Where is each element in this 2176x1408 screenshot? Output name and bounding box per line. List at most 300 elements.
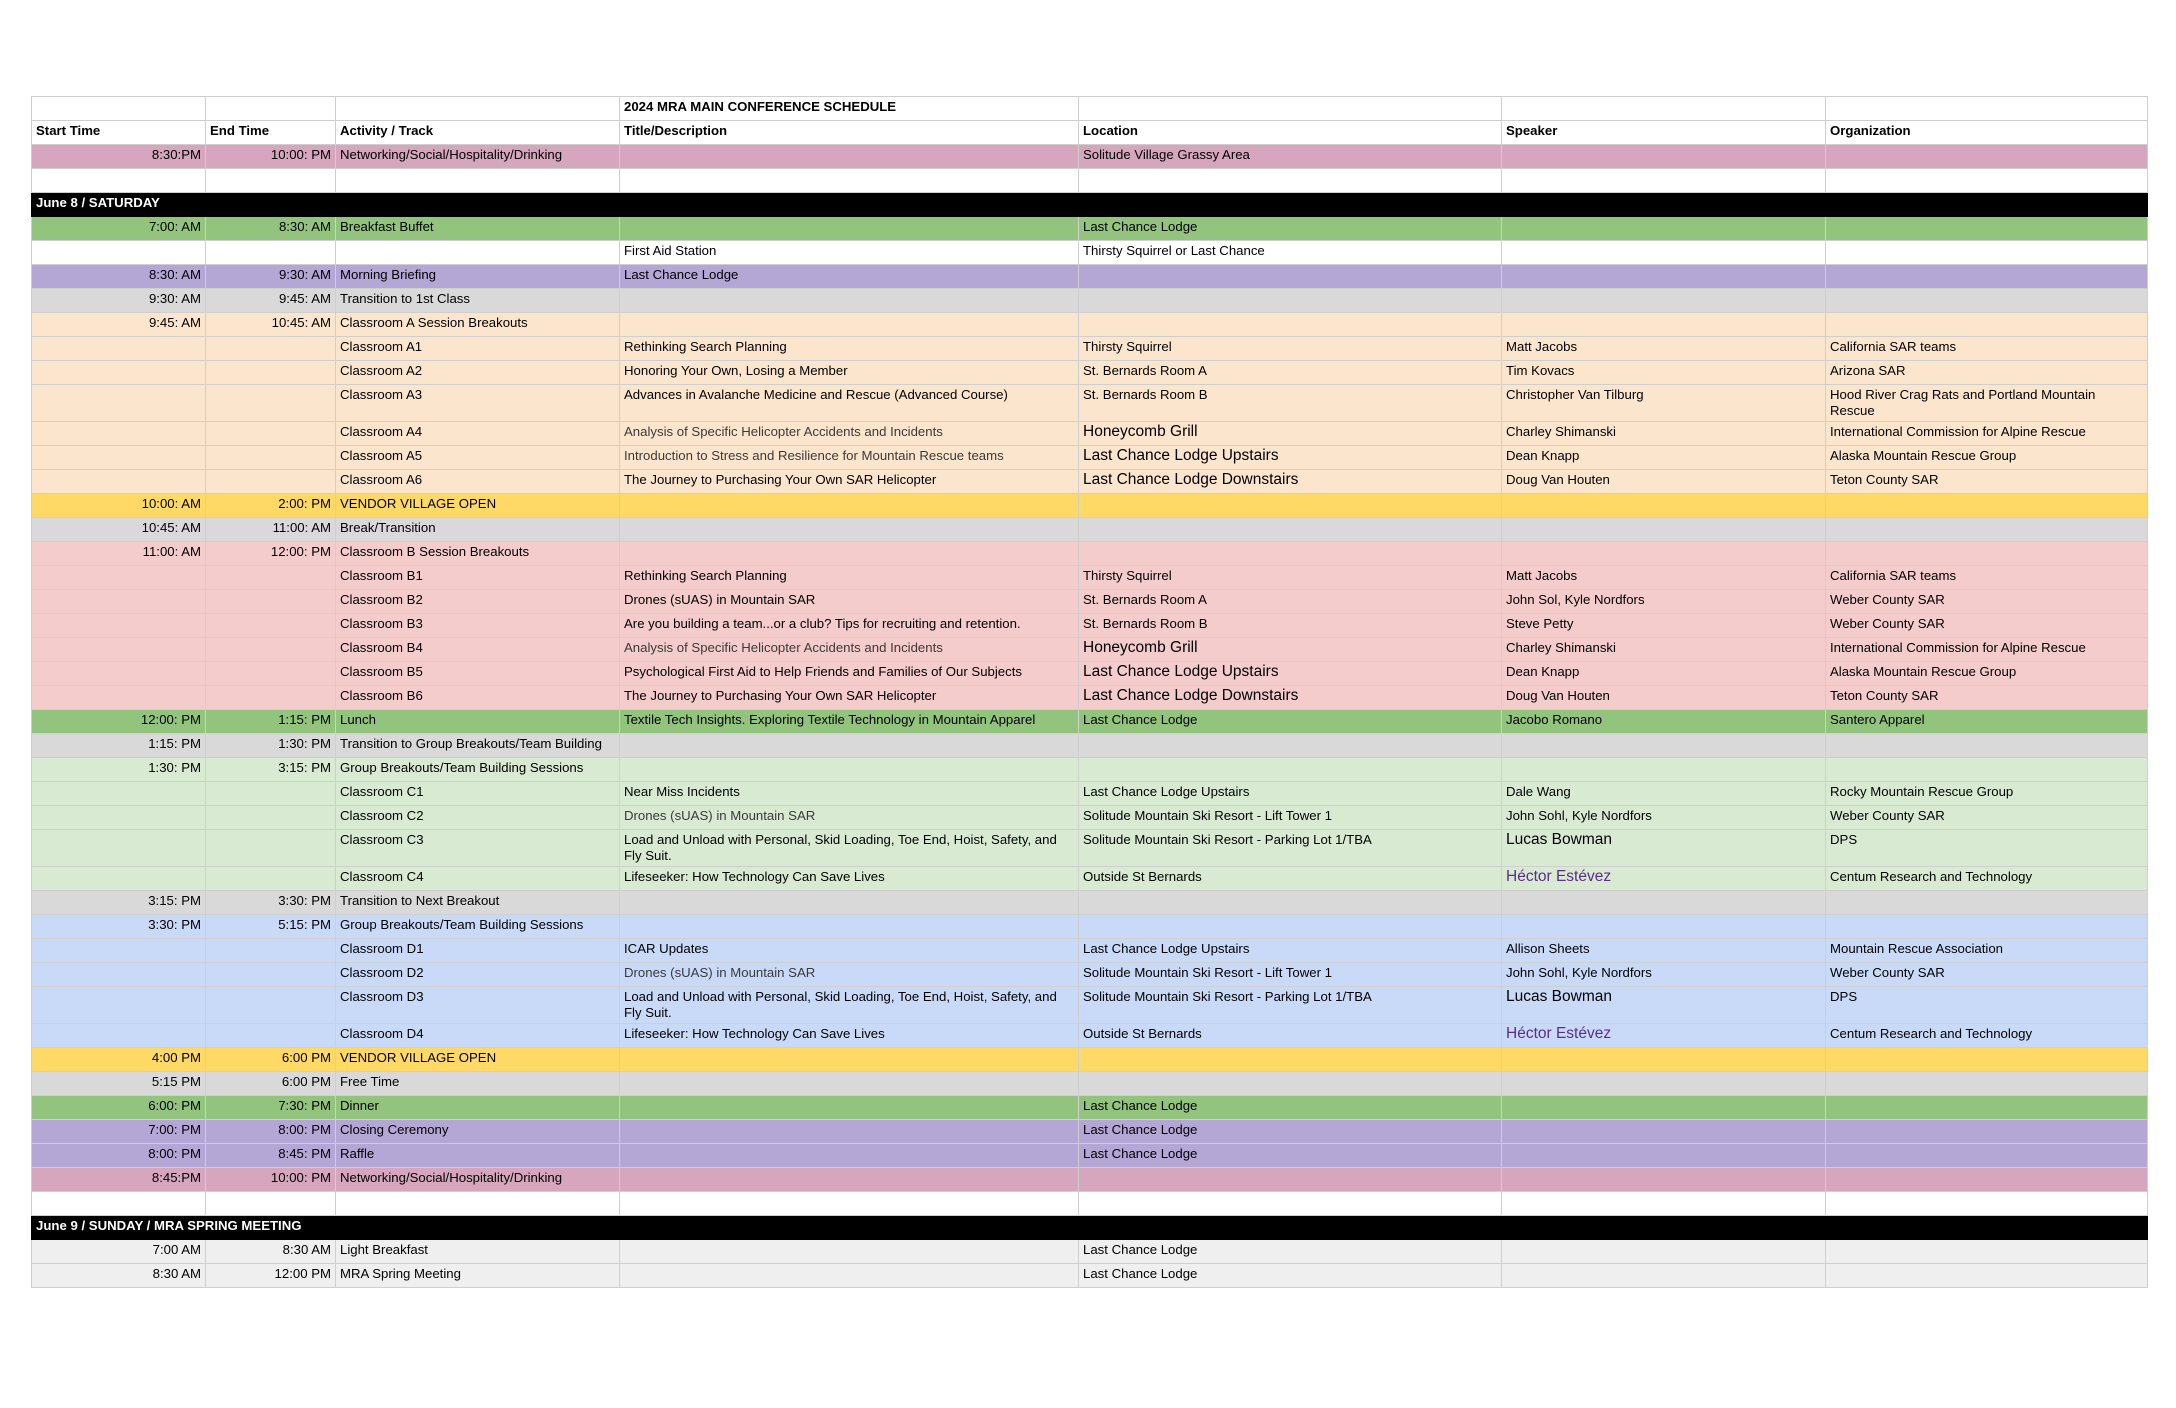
location-cell[interactable]: Thirsty Squirrel: [1079, 566, 1502, 590]
speaker-cell[interactable]: [1502, 1096, 1826, 1120]
title-cell[interactable]: [620, 758, 1079, 782]
speaker-cell[interactable]: [1502, 1168, 1826, 1192]
speaker-cell[interactable]: Doug Van Houten: [1502, 470, 1826, 494]
organization-cell[interactable]: [1826, 1264, 2148, 1288]
organization-cell[interactable]: Rocky Mountain Rescue Group: [1826, 782, 2148, 806]
title-cell[interactable]: [620, 217, 1079, 241]
title-cell[interactable]: Are you building a team...or a club? Tips for recruiting and retention.: [620, 614, 1079, 638]
end-time-cell[interactable]: 12:00 PM: [206, 1264, 336, 1288]
organization-cell[interactable]: Weber County SAR: [1826, 806, 2148, 830]
activity-cell[interactable]: Classroom D2: [336, 963, 620, 987]
cell[interactable]: [206, 97, 336, 121]
end-time-cell[interactable]: [206, 662, 336, 686]
activity-cell[interactable]: Classroom D1: [336, 939, 620, 963]
empty-cell[interactable]: [1826, 169, 2148, 193]
end-time-cell[interactable]: 12:00: PM: [206, 542, 336, 566]
organization-cell[interactable]: Weber County SAR: [1826, 963, 2148, 987]
end-time-cell[interactable]: 5:15: PM: [206, 915, 336, 939]
end-time-cell[interactable]: 11:00: AM: [206, 518, 336, 542]
speaker-cell[interactable]: Doug Van Houten: [1502, 686, 1826, 710]
cell[interactable]: [32, 97, 206, 121]
end-time-cell[interactable]: [206, 422, 336, 446]
activity-cell[interactable]: Classroom A2: [336, 361, 620, 385]
start-time-cell[interactable]: [32, 782, 206, 806]
location-cell[interactable]: [1079, 915, 1502, 939]
speaker-cell[interactable]: Dale Wang: [1502, 782, 1826, 806]
header-start-time[interactable]: Start Time: [32, 121, 206, 145]
speaker-cell[interactable]: Dean Knapp: [1502, 662, 1826, 686]
end-time-cell[interactable]: [206, 806, 336, 830]
location-cell[interactable]: [1079, 289, 1502, 313]
end-time-cell[interactable]: [206, 590, 336, 614]
organization-cell[interactable]: Santero Apparel: [1826, 710, 2148, 734]
organization-cell[interactable]: [1826, 494, 2148, 518]
activity-cell[interactable]: Transition to Next Breakout: [336, 891, 620, 915]
location-cell[interactable]: [1079, 891, 1502, 915]
activity-cell[interactable]: Classroom D4: [336, 1024, 620, 1048]
end-time-cell[interactable]: [206, 867, 336, 891]
organization-cell[interactable]: International Commission for Alpine Rescue: [1826, 638, 2148, 662]
organization-cell[interactable]: [1826, 1096, 2148, 1120]
location-cell[interactable]: Last Chance Lodge: [1079, 1096, 1502, 1120]
start-time-cell[interactable]: [32, 806, 206, 830]
end-time-cell[interactable]: [206, 614, 336, 638]
organization-cell[interactable]: [1826, 891, 2148, 915]
location-cell[interactable]: [1079, 1048, 1502, 1072]
start-time-cell[interactable]: 4:00 PM: [32, 1048, 206, 1072]
title-cell[interactable]: The Journey to Purchasing Your Own SAR Helicopter: [620, 686, 1079, 710]
start-time-cell[interactable]: 9:30: AM: [32, 289, 206, 313]
empty-cell[interactable]: [336, 1192, 620, 1216]
start-time-cell[interactable]: 7:00: AM: [32, 217, 206, 241]
title-cell[interactable]: Honoring Your Own, Losing a Member: [620, 361, 1079, 385]
activity-cell[interactable]: Classroom C3: [336, 830, 620, 867]
end-time-cell[interactable]: 7:30: PM: [206, 1096, 336, 1120]
header-end-time[interactable]: End Time: [206, 121, 336, 145]
title-cell[interactable]: The Journey to Purchasing Your Own SAR Helicopter: [620, 470, 1079, 494]
speaker-cell[interactable]: [1502, 1264, 1826, 1288]
organization-cell[interactable]: Weber County SAR: [1826, 614, 2148, 638]
activity-cell[interactable]: Free Time: [336, 1072, 620, 1096]
start-time-cell[interactable]: [32, 422, 206, 446]
start-time-cell[interactable]: 3:30: PM: [32, 915, 206, 939]
speaker-cell[interactable]: [1502, 265, 1826, 289]
location-cell[interactable]: [1079, 542, 1502, 566]
end-time-cell[interactable]: 8:30: AM: [206, 217, 336, 241]
speaker-cell[interactable]: [1502, 758, 1826, 782]
end-time-cell[interactable]: [206, 1024, 336, 1048]
end-time-cell[interactable]: 1:15: PM: [206, 710, 336, 734]
organization-cell[interactable]: California SAR teams: [1826, 566, 2148, 590]
end-time-cell[interactable]: [206, 963, 336, 987]
header-title[interactable]: Title/Description: [620, 121, 1079, 145]
end-time-cell[interactable]: 10:00: PM: [206, 145, 336, 169]
speaker-cell[interactable]: [1502, 494, 1826, 518]
start-time-cell[interactable]: [32, 987, 206, 1024]
location-cell[interactable]: St. Bernards Room B: [1079, 385, 1502, 422]
location-cell[interactable]: Last Chance Lodge Upstairs: [1079, 446, 1502, 470]
activity-cell[interactable]: Closing Ceremony: [336, 1120, 620, 1144]
title-cell[interactable]: [620, 734, 1079, 758]
activity-cell[interactable]: Classroom A Session Breakouts: [336, 313, 620, 337]
activity-cell[interactable]: VENDOR VILLAGE OPEN: [336, 1048, 620, 1072]
title-cell[interactable]: Analysis of Specific Helicopter Accidents and Incidents: [620, 422, 1079, 446]
location-cell[interactable]: St. Bernards Room A: [1079, 590, 1502, 614]
empty-cell[interactable]: [1826, 1192, 2148, 1216]
end-time-cell[interactable]: 8:00: PM: [206, 1120, 336, 1144]
activity-cell[interactable]: Dinner: [336, 1096, 620, 1120]
start-time-cell[interactable]: 10:45: AM: [32, 518, 206, 542]
end-time-cell[interactable]: [206, 638, 336, 662]
speaker-cell[interactable]: [1502, 1048, 1826, 1072]
activity-cell[interactable]: Classroom B6: [336, 686, 620, 710]
organization-cell[interactable]: [1826, 1120, 2148, 1144]
organization-cell[interactable]: Centum Research and Technology: [1826, 1024, 2148, 1048]
cell[interactable]: [1079, 97, 1502, 121]
organization-cell[interactable]: Alaska Mountain Rescue Group: [1826, 446, 2148, 470]
title-cell[interactable]: Lifeseeker: How Technology Can Save Lives: [620, 867, 1079, 891]
activity-cell[interactable]: Networking/Social/Hospitality/Drinking: [336, 145, 620, 169]
end-time-cell[interactable]: 8:45: PM: [206, 1144, 336, 1168]
empty-cell[interactable]: [1502, 169, 1826, 193]
start-time-cell[interactable]: [32, 566, 206, 590]
title-cell[interactable]: [620, 1120, 1079, 1144]
speaker-cell[interactable]: [1502, 145, 1826, 169]
organization-cell[interactable]: DPS: [1826, 830, 2148, 867]
title-cell[interactable]: Load and Unload with Personal, Skid Loading, Toe End, Hoist, Safety, and Fly Suit.: [620, 830, 1079, 867]
sheet-title[interactable]: 2024 MRA MAIN CONFERENCE SCHEDULE: [620, 97, 1079, 121]
speaker-cell[interactable]: [1502, 313, 1826, 337]
end-time-cell[interactable]: [206, 939, 336, 963]
organization-cell[interactable]: [1826, 1240, 2148, 1264]
activity-cell[interactable]: Classroom A5: [336, 446, 620, 470]
title-cell[interactable]: Analysis of Specific Helicopter Accidents and Incidents: [620, 638, 1079, 662]
organization-cell[interactable]: Hood River Crag Rats and Portland Mountain Rescue: [1826, 385, 2148, 422]
end-time-cell[interactable]: [206, 830, 336, 867]
start-time-cell[interactable]: [32, 337, 206, 361]
activity-cell[interactable]: Classroom B Session Breakouts: [336, 542, 620, 566]
title-cell[interactable]: [620, 1048, 1079, 1072]
title-cell[interactable]: [620, 542, 1079, 566]
start-time-cell[interactable]: 10:00: AM: [32, 494, 206, 518]
title-cell[interactable]: [620, 915, 1079, 939]
end-time-cell[interactable]: [206, 337, 336, 361]
location-cell[interactable]: St. Bernards Room B: [1079, 614, 1502, 638]
end-time-cell[interactable]: [206, 385, 336, 422]
activity-cell[interactable]: Classroom B1: [336, 566, 620, 590]
activity-cell[interactable]: Classroom A1: [336, 337, 620, 361]
organization-cell[interactable]: Alaska Mountain Rescue Group: [1826, 662, 2148, 686]
location-cell[interactable]: [1079, 1168, 1502, 1192]
location-cell[interactable]: Solitude Village Grassy Area: [1079, 145, 1502, 169]
organization-cell[interactable]: [1826, 915, 2148, 939]
activity-cell[interactable]: Raffle: [336, 1144, 620, 1168]
organization-cell[interactable]: [1826, 542, 2148, 566]
organization-cell[interactable]: [1826, 241, 2148, 265]
start-time-cell[interactable]: [32, 470, 206, 494]
speaker-cell[interactable]: Matt Jacobs: [1502, 337, 1826, 361]
organization-cell[interactable]: Teton County SAR: [1826, 686, 2148, 710]
location-cell[interactable]: Last Chance Lodge: [1079, 217, 1502, 241]
end-time-cell[interactable]: 2:00: PM: [206, 494, 336, 518]
speaker-cell[interactable]: [1502, 518, 1826, 542]
end-time-cell[interactable]: 9:30: AM: [206, 265, 336, 289]
end-time-cell[interactable]: 9:45: AM: [206, 289, 336, 313]
organization-cell[interactable]: [1826, 1048, 2148, 1072]
start-time-cell[interactable]: [32, 662, 206, 686]
speaker-cell[interactable]: [1502, 217, 1826, 241]
start-time-cell[interactable]: [32, 614, 206, 638]
end-time-cell[interactable]: 10:45: AM: [206, 313, 336, 337]
start-time-cell[interactable]: [32, 1024, 206, 1048]
activity-cell[interactable]: Networking/Social/Hospitality/Drinking: [336, 1168, 620, 1192]
location-cell[interactable]: Outside St Bernards: [1079, 1024, 1502, 1048]
activity-cell[interactable]: Transition to 1st Class: [336, 289, 620, 313]
header-activity[interactable]: Activity / Track: [336, 121, 620, 145]
organization-cell[interactable]: DPS: [1826, 987, 2148, 1024]
start-time-cell[interactable]: 8:30:PM: [32, 145, 206, 169]
empty-cell[interactable]: [32, 1192, 206, 1216]
speaker-cell[interactable]: [1502, 1072, 1826, 1096]
activity-cell[interactable]: Classroom B5: [336, 662, 620, 686]
header-location[interactable]: Location: [1079, 121, 1502, 145]
speaker-cell[interactable]: [1502, 1120, 1826, 1144]
empty-cell[interactable]: [620, 169, 1079, 193]
organization-cell[interactable]: [1826, 518, 2148, 542]
activity-cell[interactable]: Light Breakfast: [336, 1240, 620, 1264]
location-cell[interactable]: [1079, 494, 1502, 518]
location-cell[interactable]: [1079, 313, 1502, 337]
activity-cell[interactable]: Classroom C1: [336, 782, 620, 806]
title-cell[interactable]: [620, 1096, 1079, 1120]
location-cell[interactable]: Solitude Mountain Ski Resort - Lift Tower 1: [1079, 806, 1502, 830]
location-cell[interactable]: Solitude Mountain Ski Resort - Parking Lot 1/TBA: [1079, 987, 1502, 1024]
location-cell[interactable]: Last Chance Lodge: [1079, 1264, 1502, 1288]
activity-cell[interactable]: Classroom B3: [336, 614, 620, 638]
start-time-cell[interactable]: [32, 963, 206, 987]
organization-cell[interactable]: Centum Research and Technology: [1826, 867, 2148, 891]
location-cell[interactable]: Solitude Mountain Ski Resort - Parking Lot 1/TBA: [1079, 830, 1502, 867]
cell[interactable]: [1826, 97, 2148, 121]
end-time-cell[interactable]: 6:00 PM: [206, 1048, 336, 1072]
activity-cell[interactable]: Group Breakouts/Team Building Sessions: [336, 758, 620, 782]
empty-cell[interactable]: [32, 169, 206, 193]
activity-cell[interactable]: Classroom B2: [336, 590, 620, 614]
speaker-cell[interactable]: Lucas Bowman: [1502, 830, 1826, 867]
start-time-cell[interactable]: 12:00: PM: [32, 710, 206, 734]
organization-cell[interactable]: [1826, 145, 2148, 169]
speaker-cell[interactable]: [1502, 542, 1826, 566]
speaker-cell[interactable]: [1502, 891, 1826, 915]
activity-cell[interactable]: Group Breakouts/Team Building Sessions: [336, 915, 620, 939]
location-cell[interactable]: Thirsty Squirrel or Last Chance: [1079, 241, 1502, 265]
speaker-cell[interactable]: Héctor Estévez: [1502, 1024, 1826, 1048]
title-cell[interactable]: [620, 518, 1079, 542]
title-cell[interactable]: [620, 1144, 1079, 1168]
activity-cell[interactable]: [336, 241, 620, 265]
organization-cell[interactable]: [1826, 1168, 2148, 1192]
start-time-cell[interactable]: 1:30: PM: [32, 758, 206, 782]
organization-cell[interactable]: Mountain Rescue Association: [1826, 939, 2148, 963]
start-time-cell[interactable]: [32, 241, 206, 265]
title-cell[interactable]: Psychological First Aid to Help Friends and Families of Our Subjects: [620, 662, 1079, 686]
location-cell[interactable]: [1079, 518, 1502, 542]
location-cell[interactable]: [1079, 758, 1502, 782]
location-cell[interactable]: Last Chance Lodge Upstairs: [1079, 939, 1502, 963]
start-time-cell[interactable]: 8:30 AM: [32, 1264, 206, 1288]
speaker-cell[interactable]: [1502, 241, 1826, 265]
title-cell[interactable]: [620, 289, 1079, 313]
activity-cell[interactable]: Morning Briefing: [336, 265, 620, 289]
activity-cell[interactable]: Classroom D3: [336, 987, 620, 1024]
start-time-cell[interactable]: [32, 590, 206, 614]
start-time-cell[interactable]: 5:15 PM: [32, 1072, 206, 1096]
speaker-cell[interactable]: John Sol, Kyle Nordfors: [1502, 590, 1826, 614]
speaker-cell[interactable]: [1502, 289, 1826, 313]
title-cell[interactable]: [620, 891, 1079, 915]
title-cell[interactable]: Near Miss Incidents: [620, 782, 1079, 806]
organization-cell[interactable]: [1826, 217, 2148, 241]
activity-cell[interactable]: MRA Spring Meeting: [336, 1264, 620, 1288]
start-time-cell[interactable]: [32, 638, 206, 662]
location-cell[interactable]: Honeycomb Grill: [1079, 638, 1502, 662]
end-time-cell[interactable]: 3:15: PM: [206, 758, 336, 782]
start-time-cell[interactable]: 8:00: PM: [32, 1144, 206, 1168]
empty-cell[interactable]: [1079, 1192, 1502, 1216]
empty-cell[interactable]: [1079, 169, 1502, 193]
location-cell[interactable]: Solitude Mountain Ski Resort - Lift Tower 1: [1079, 963, 1502, 987]
activity-cell[interactable]: Classroom A3: [336, 385, 620, 422]
speaker-cell[interactable]: Christopher Van Tilburg: [1502, 385, 1826, 422]
end-time-cell[interactable]: [206, 782, 336, 806]
title-cell[interactable]: [620, 1264, 1079, 1288]
organization-cell[interactable]: [1826, 289, 2148, 313]
speaker-cell[interactable]: Matt Jacobs: [1502, 566, 1826, 590]
organization-cell[interactable]: [1826, 758, 2148, 782]
start-time-cell[interactable]: 11:00: AM: [32, 542, 206, 566]
end-time-cell[interactable]: 3:30: PM: [206, 891, 336, 915]
title-cell[interactable]: Introduction to Stress and Resilience for Mountain Rescue teams: [620, 446, 1079, 470]
speaker-cell[interactable]: Charley Shimanski: [1502, 422, 1826, 446]
activity-cell[interactable]: Classroom C4: [336, 867, 620, 891]
end-time-cell[interactable]: [206, 566, 336, 590]
location-cell[interactable]: Last Chance Lodge Upstairs: [1079, 662, 1502, 686]
end-time-cell[interactable]: [206, 686, 336, 710]
end-time-cell[interactable]: [206, 361, 336, 385]
organization-cell[interactable]: Weber County SAR: [1826, 590, 2148, 614]
title-cell[interactable]: [620, 1168, 1079, 1192]
speaker-cell[interactable]: [1502, 1144, 1826, 1168]
start-time-cell[interactable]: 6:00: PM: [32, 1096, 206, 1120]
end-time-cell[interactable]: 8:30 AM: [206, 1240, 336, 1264]
end-time-cell[interactable]: [206, 987, 336, 1024]
location-cell[interactable]: Thirsty Squirrel: [1079, 337, 1502, 361]
location-cell[interactable]: St. Bernards Room A: [1079, 361, 1502, 385]
title-cell[interactable]: First Aid Station: [620, 241, 1079, 265]
activity-cell[interactable]: Lunch: [336, 710, 620, 734]
organization-cell[interactable]: International Commission for Alpine Rescue: [1826, 422, 2148, 446]
organization-cell[interactable]: [1826, 734, 2148, 758]
speaker-cell[interactable]: Lucas Bowman: [1502, 987, 1826, 1024]
location-cell[interactable]: [1079, 265, 1502, 289]
activity-cell[interactable]: Classroom B4: [336, 638, 620, 662]
organization-cell[interactable]: [1826, 265, 2148, 289]
speaker-cell[interactable]: Héctor Estévez: [1502, 867, 1826, 891]
day-header[interactable]: June 9 / SUNDAY / MRA SPRING MEETING: [32, 1216, 2148, 1240]
day-header[interactable]: June 8 / SATURDAY: [32, 193, 2148, 217]
speaker-cell[interactable]: Dean Knapp: [1502, 446, 1826, 470]
header-speaker[interactable]: Speaker: [1502, 121, 1826, 145]
end-time-cell[interactable]: [206, 446, 336, 470]
title-cell[interactable]: [620, 1240, 1079, 1264]
title-cell[interactable]: ICAR Updates: [620, 939, 1079, 963]
activity-cell[interactable]: Transition to Group Breakouts/Team Building: [336, 734, 620, 758]
speaker-cell[interactable]: Tim Kovacs: [1502, 361, 1826, 385]
speaker-cell[interactable]: [1502, 915, 1826, 939]
location-cell[interactable]: Last Chance Lodge Upstairs: [1079, 782, 1502, 806]
start-time-cell[interactable]: [32, 867, 206, 891]
organization-cell[interactable]: [1826, 1072, 2148, 1096]
end-time-cell[interactable]: [206, 241, 336, 265]
organization-cell[interactable]: Arizona SAR: [1826, 361, 2148, 385]
start-time-cell[interactable]: 8:30: AM: [32, 265, 206, 289]
location-cell[interactable]: [1079, 1072, 1502, 1096]
end-time-cell[interactable]: [206, 470, 336, 494]
organization-cell[interactable]: Teton County SAR: [1826, 470, 2148, 494]
location-cell[interactable]: Last Chance Lodge Downstairs: [1079, 686, 1502, 710]
empty-cell[interactable]: [206, 1192, 336, 1216]
speaker-cell[interactable]: John Sohl, Kyle Nordfors: [1502, 963, 1826, 987]
start-time-cell[interactable]: 3:15: PM: [32, 891, 206, 915]
end-time-cell[interactable]: 1:30: PM: [206, 734, 336, 758]
title-cell[interactable]: Rethinking Search Planning: [620, 566, 1079, 590]
title-cell[interactable]: Textile Tech Insights. Exploring Textile Technology in Mountain Apparel: [620, 710, 1079, 734]
title-cell[interactable]: Drones (sUAS) in Mountain SAR: [620, 806, 1079, 830]
start-time-cell[interactable]: [32, 686, 206, 710]
title-cell[interactable]: Lifeseeker: How Technology Can Save Lives: [620, 1024, 1079, 1048]
cell[interactable]: [336, 97, 620, 121]
title-cell[interactable]: Last Chance Lodge: [620, 265, 1079, 289]
speaker-cell[interactable]: [1502, 734, 1826, 758]
empty-cell[interactable]: [336, 169, 620, 193]
start-time-cell[interactable]: 7:00: PM: [32, 1120, 206, 1144]
location-cell[interactable]: Last Chance Lodge: [1079, 1144, 1502, 1168]
title-cell[interactable]: [620, 313, 1079, 337]
empty-cell[interactable]: [620, 1192, 1079, 1216]
speaker-cell[interactable]: Charley Shimanski: [1502, 638, 1826, 662]
title-cell[interactable]: [620, 494, 1079, 518]
activity-cell[interactable]: Breakfast Buffet: [336, 217, 620, 241]
speaker-cell[interactable]: John Sohl, Kyle Nordfors: [1502, 806, 1826, 830]
title-cell[interactable]: Drones (sUAS) in Mountain SAR: [620, 590, 1079, 614]
location-cell[interactable]: Outside St Bernards: [1079, 867, 1502, 891]
speaker-cell[interactable]: Jacobo Romano: [1502, 710, 1826, 734]
start-time-cell[interactable]: 8:45:PM: [32, 1168, 206, 1192]
activity-cell[interactable]: Classroom C2: [336, 806, 620, 830]
speaker-cell[interactable]: Steve Petty: [1502, 614, 1826, 638]
start-time-cell[interactable]: [32, 385, 206, 422]
start-time-cell[interactable]: [32, 939, 206, 963]
start-time-cell[interactable]: [32, 361, 206, 385]
speaker-cell[interactable]: Allison Sheets: [1502, 939, 1826, 963]
title-cell[interactable]: Rethinking Search Planning: [620, 337, 1079, 361]
organization-cell[interactable]: [1826, 1144, 2148, 1168]
end-time-cell[interactable]: 6:00 PM: [206, 1072, 336, 1096]
activity-cell[interactable]: VENDOR VILLAGE OPEN: [336, 494, 620, 518]
location-cell[interactable]: Last Chance Lodge: [1079, 1120, 1502, 1144]
activity-cell[interactable]: Classroom A4: [336, 422, 620, 446]
empty-cell[interactable]: [206, 169, 336, 193]
